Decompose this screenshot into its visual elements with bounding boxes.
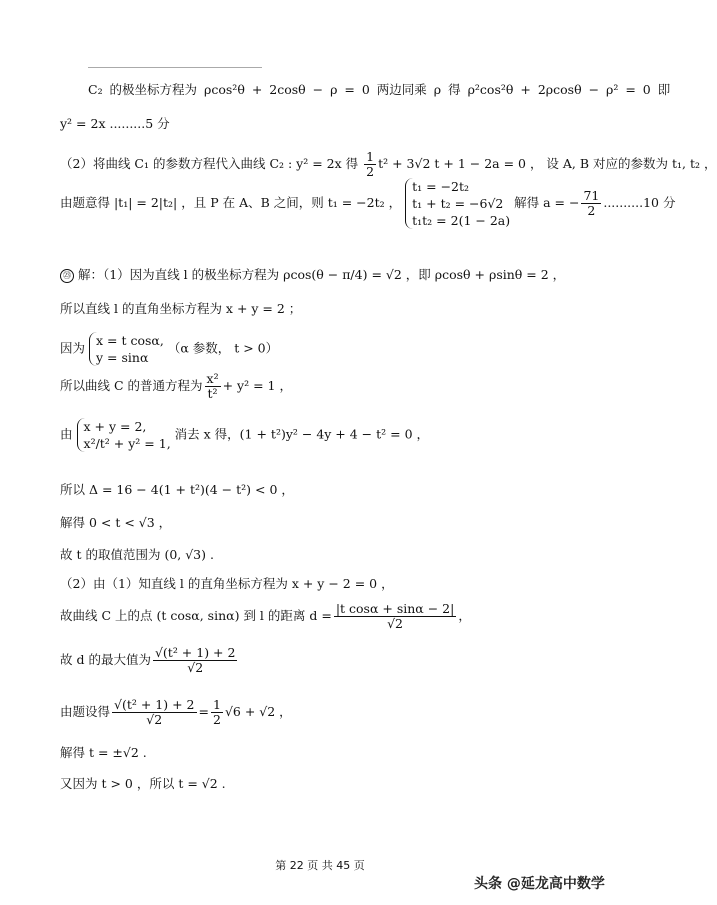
text-line-15: 故 d 的最大值为 $\frac{\text{√(t² + 1) + 2}}{√2}$ bbox=[60, 645, 236, 675]
fraction: $\frac{\text{x²}}{\text{t²}}$ bbox=[206, 371, 219, 401]
fraction: $\frac{1}{2}$ bbox=[366, 149, 375, 179]
text-line-4: 由题意得 |t₁| = 2|t₂| ，且 P 在 A、B 之间，则 t₁ = −2t₂ ， t₁ = −2t₂ t₁ + t₂ = −6√2 t₁t₂ = 2(1 − 2a) 解得 a = − $\frac{71}{2}$ ..........10 分 bbox=[60, 179, 676, 228]
text-line-13: （2）由（1）知直线 l 的直角坐标方程为 x + y − 2 = 0 ， bbox=[60, 576, 394, 591]
text-line-5: ㉓ 解：（1）因为直线 l 的极坐标方程为 ρcos(θ − π/4) = √2 ，即 ρcosθ + ρsinθ = 2 ， bbox=[60, 266, 565, 284]
text-line-1: C₂ 的极坐标方程为 ρcos²θ + 2cosθ − ρ = 0 两边同乘 ρ 得 ρ²cos²θ + 2ρcosθ − ρ² = 0 即 bbox=[88, 82, 671, 97]
page-footer: 第 22 页 共 45 页 bbox=[275, 859, 365, 872]
text-line-2: y² = 2x .........5 分 bbox=[60, 116, 170, 131]
watermark: 头条 @延龙高中数学 bbox=[474, 876, 605, 892]
text-line-18: 又因为 t > 0 ，所以 t = √2 . bbox=[60, 776, 226, 791]
fraction: $\frac{71}{2}$ bbox=[583, 188, 600, 218]
text-line-3: （2）将曲线 C₁ 的参数方程代入曲线 C₂ : y² = 2x 得 $\frac{1}{2}$ t² + 3√2 t + 1 − 2a = 0 ， 设 A, B 对应的参数为 t₁, t₂ ， bbox=[60, 149, 717, 179]
text-line-8: 所以曲线 C 的普通方程为 $\frac{\text{x²}}{\text{t²}}$ + y² = 1 ， bbox=[60, 371, 292, 401]
text-line-16: 由题设得 $\frac{\text{√(t² + 1) + 2}}{√2}$ = $\frac{1}{2}$ √6 + √2 ， bbox=[60, 697, 292, 727]
equation-system: x = t cosα, y = sinα bbox=[89, 332, 164, 366]
fraction: $\frac{1}{2}$ bbox=[213, 697, 221, 727]
text-line-11: 解得 0 < t < √3 ， bbox=[60, 515, 172, 530]
text-line-6: 所以直线 l 的直角坐标方程为 x + y = 2 ； bbox=[60, 301, 302, 316]
fraction: $\frac{\text{|t cosα + sinα − 2|}}{√2}$ bbox=[335, 601, 455, 631]
equation-system: t₁ = −2t₂ t₁ + t₂ = −6√2 t₁t₂ = 2(1 − 2a) bbox=[405, 178, 510, 229]
fraction: $\frac{\text{√(t² + 1) + 2}}{√2}$ bbox=[114, 697, 195, 727]
equation-system: x + y = 2, x²/t² + y² = 1, bbox=[77, 418, 171, 452]
text-line-12: 故 t 的取值范围为 (0, √3) . bbox=[60, 547, 214, 562]
header-rule bbox=[88, 67, 262, 68]
text-line-17: 解得 t = ±√2 . bbox=[60, 745, 147, 760]
text-line-7: 因为 x = t cosα, y = sinα （α 参数， t > 0） bbox=[60, 333, 279, 365]
fraction: $\frac{\text{√(t² + 1) + 2}}{√2}$ bbox=[154, 645, 236, 675]
text-line-9: 由 x + y = 2, x²/t² + y² = 1, 消去 x 得，(1 + t²)y² − 4y + 4 − t² = 0 ， bbox=[60, 419, 430, 451]
problem-number-badge: ㉓ bbox=[60, 269, 74, 283]
text-line-10: 所以 Δ = 16 − 4(1 + t²)(4 − t²) < 0 ， bbox=[60, 482, 294, 497]
text-line-14: 故曲线 C 上的点 (t cosα, sinα) 到 l 的距离 d = $\frac{\text{|t cosα + sinα − 2|}}{√2}$ ， bbox=[60, 601, 471, 631]
